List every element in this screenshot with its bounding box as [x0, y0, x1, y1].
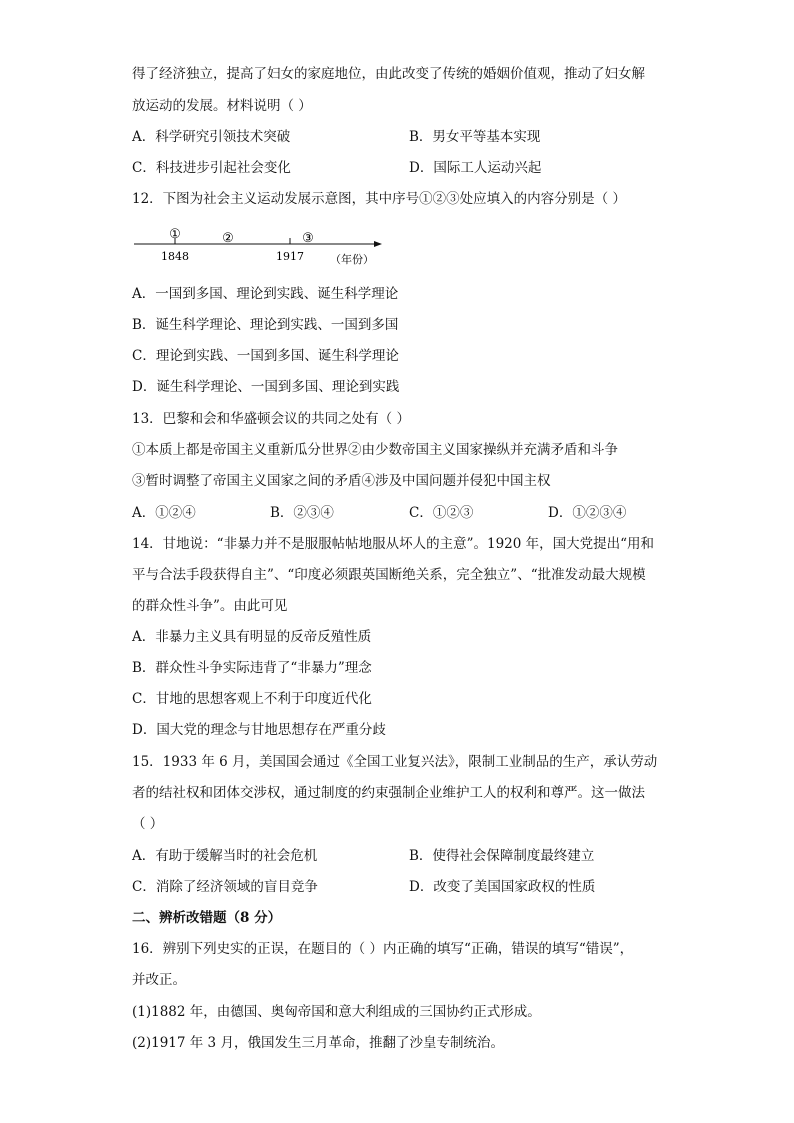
timeline-year-1917: 1917: [276, 250, 304, 263]
section2-heading: 二、辨析改错题（8 分）: [132, 910, 282, 926]
q13-option-a: A．①②④: [132, 505, 196, 521]
timeline-arrow-icon: [374, 241, 382, 247]
q12-stem: 12．下图为社会主义运动发展示意图，其中序号①②③处应填入的内容分别是（ ）: [132, 191, 626, 207]
q15-option-c: C．消除了经济领域的盲目竞争: [132, 879, 318, 895]
q15-option-b: B．使得社会保障制度最终建立: [409, 848, 595, 864]
q14-option-d: D．国大党的理念与甘地思想存在严重分歧: [132, 722, 386, 738]
timeline-mark-2: ②: [222, 231, 234, 246]
q11-text-line2: 放运动的发展。材料说明（ ）: [132, 98, 312, 114]
q12-option-d: D．诞生科学理论、一国到多国、理论到实践: [132, 379, 400, 395]
q15-option-a: A．有助于缓解当时的社会危机: [132, 848, 318, 864]
q13-option-c: C．①②③: [409, 505, 474, 521]
q15-option-d: D．改变了美国国家政权的性质: [409, 879, 596, 895]
q14-stem-line3: 的群众性斗争”。由此可见: [132, 598, 288, 614]
q16-item-2: (2)1917 年 3 月，俄国发生三月革命，推翻了沙皇专制统治。: [132, 1035, 504, 1051]
timeline-year-1848: 1848: [161, 250, 189, 263]
q13-option-b: B．②③④: [270, 505, 334, 521]
q11-option-c: C．科技进步引起社会变化: [132, 160, 291, 176]
q11-option-b: B．男女平等基本实现: [409, 129, 541, 145]
q16-stem-line1: 16．辨别下列史实的正误，在题目的（ ）内正确的填写“正确，错误的填写“错误”，: [132, 941, 634, 957]
q14-stem-line1: 14．甘地说：“非暴力并不是服服帖帖地服从坏人的主意”。1920 年，国大党提出“用和: [132, 536, 655, 552]
timeline-mark-1: ①: [169, 227, 181, 242]
q13-statements-line2: ③暂时调整了帝国主义国家之间的矛盾④涉及中国问题并侵犯中国主权: [132, 473, 551, 489]
q12-option-a: A．一国到多国、理论到实践、诞生科学理论: [132, 286, 399, 302]
q11-option-d: D．国际工人运动兴起: [409, 160, 542, 176]
socialism-timeline-diagram: [132, 222, 392, 270]
q13-option-d: D．①②③④: [548, 505, 627, 521]
q16-stem-line2: 并改正。: [132, 972, 186, 988]
q11-option-a: A．科学研究引领技术突破: [132, 129, 291, 145]
q15-stem-line2: 者的结社权和团体交涉权，通过制度的约束强制企业维护工人的权利和尊严。这一做法: [132, 785, 645, 801]
q16-item-1: (1)1882 年，由德国、奥匈帝国和意大利组成的三国协约正式形成。: [132, 1004, 541, 1020]
q11-text-line1: 得了经济独立，提高了妇女的家庭地位，由此改变了传统的婚姻价值观，推动了妇女解: [132, 66, 645, 82]
q15-stem-line1: 15．1933 年 6 月，美国国会通过《全国工业复兴法》，限制工业制品的生产，承认劳动: [132, 754, 658, 770]
q14-stem-line2: 平与合法手段获得自主”、“印度必须跟英国断绝关系，完全独立”、“批准发动最大规模: [132, 567, 646, 583]
q12-option-c: C．理论到实践、一国到多国、诞生科学理论: [132, 348, 399, 364]
q15-stem-line3: （ ）: [132, 816, 164, 832]
q14-option-b: B．群众性斗争实际违背了“非暴力”理念: [132, 660, 372, 676]
timeline-unit-label: （年份）: [330, 253, 374, 266]
q13-stem: 13．巴黎和会和华盛顿会议的共同之处有（ ）: [132, 411, 410, 427]
q12-option-b: B．诞生科学理论、理论到实践、一国到多国: [132, 317, 399, 333]
q13-statements-line1: ①本质上都是帝国主义重新瓜分世界②由少数帝国主义国家操纵并充满矛盾和斗争: [132, 442, 618, 458]
q14-option-c: C．甘地的思想客观上不利于印度近代化: [132, 691, 372, 707]
timeline-mark-3: ③: [302, 231, 314, 246]
q14-option-a: A．非暴力主义具有明显的反帝反殖性质: [132, 629, 372, 645]
